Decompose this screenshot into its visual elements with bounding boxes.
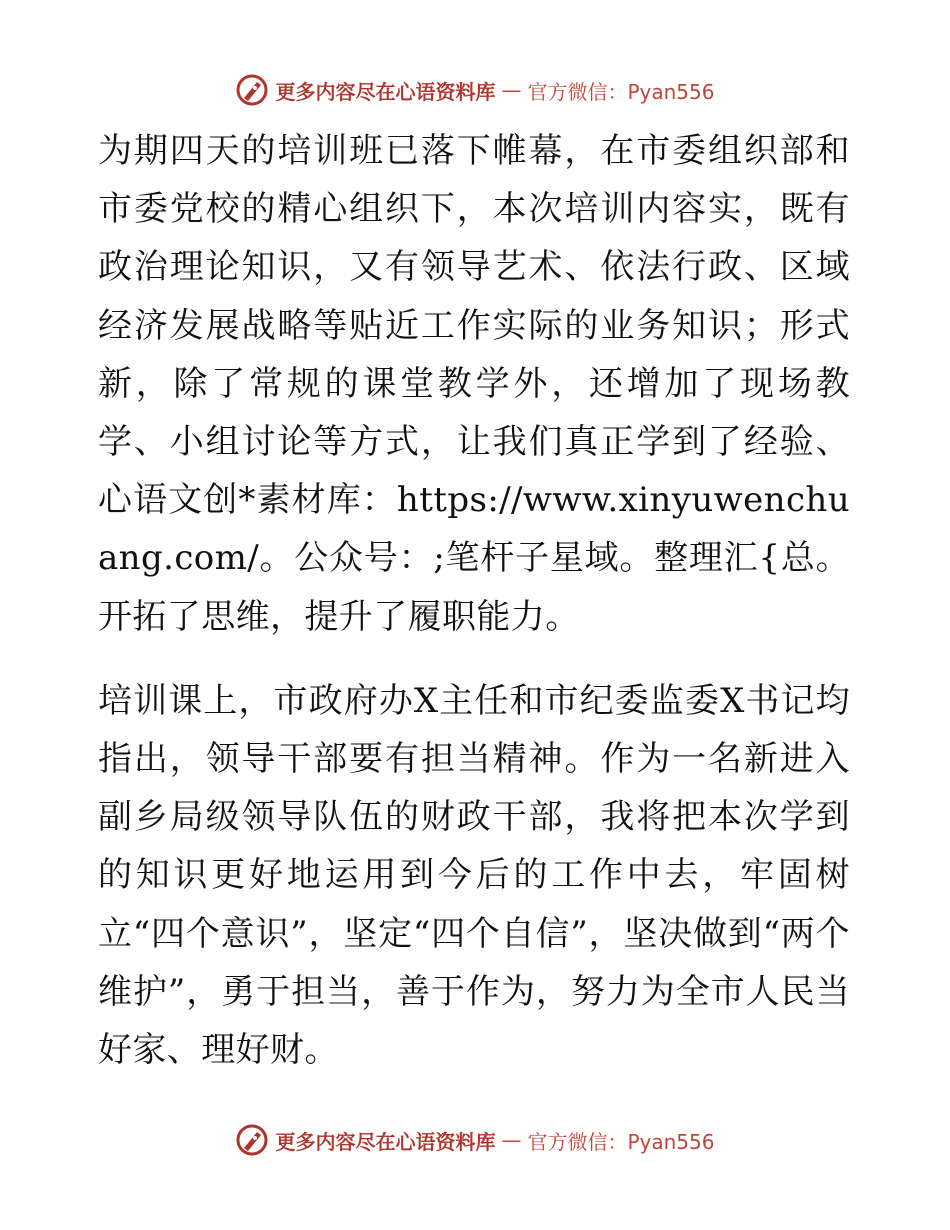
- pen-nib-logo-icon: [235, 1123, 269, 1157]
- footer-watermark: [0, 1120, 950, 1160]
- watermark-separator: —: [501, 78, 522, 102]
- watermark-site-text: 更多内容尽在心语资料库: [275, 79, 496, 104]
- paragraph-1: 为期四天的培训班已落下帷幕，在市委组织部和市委党校的精心组织下，本次培训内容实，既有政治理论知识，又有领导艺术、依法行政、区域经济发展战略等贴近工作实际的业务知识；形式新，除了常规的课堂教学外，还增加了现场教学、小组讨论等方式，让我们真正学到了经验、心语文创*素材库：https://www.xinyuwenchuang.com/。公众号：;笔杆子星域。整理汇{总。开拓了思维，提升了履职能力。: [98, 131, 850, 637]
- watermark-wechat-text: 官方微信：Pyan556: [527, 79, 715, 104]
- document-body: [98, 122, 850, 1079]
- footer-watermark-inner: [235, 1123, 714, 1157]
- watermark-site-text: 更多内容尽在心语资料库: [275, 1129, 496, 1154]
- paragraph-2: 培训课上，市政府办X主任和市纪委监委X书记均指出，领导干部要有担当精神。作为一名新进入副乡局级领导队伍的财政干部，我将把本次学到的知识更好地运用到今后的工作中去，牢固树立“四个意识”，坚定“四个自信”，坚决做到“两个维护”，勇于担当，善于作为，努力为全市人民当好家、理好财。: [98, 680, 850, 1071]
- pen-nib-logo-icon: [235, 73, 269, 107]
- header-watermark: [0, 70, 950, 110]
- header-watermark-inner: [235, 73, 714, 107]
- watermark-separator: —: [501, 1128, 522, 1152]
- watermark-wechat-text: 官方微信：Pyan556: [527, 1129, 715, 1154]
